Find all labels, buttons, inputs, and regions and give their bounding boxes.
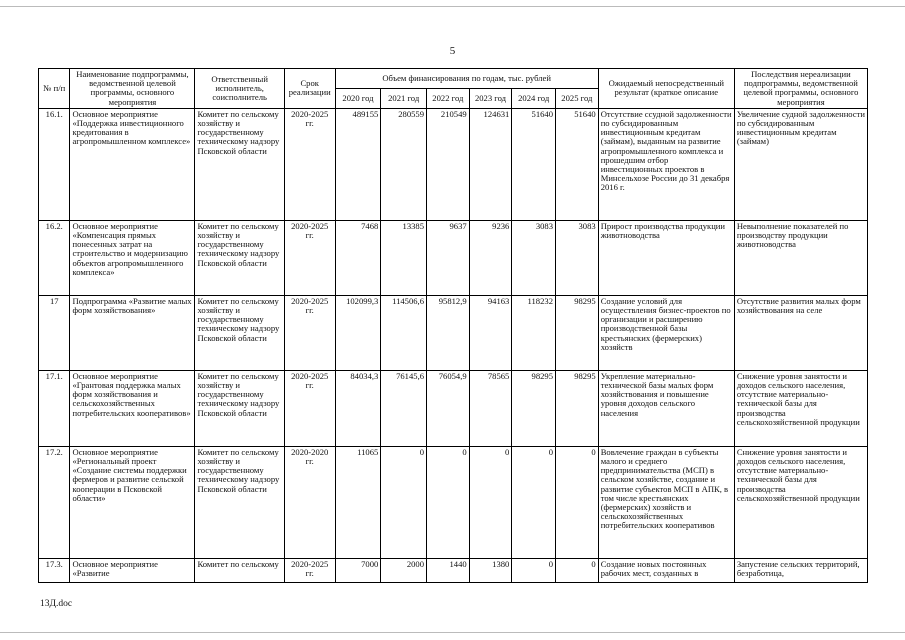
year-header: 2020 год xyxy=(335,88,381,108)
row-value-2021: 0 xyxy=(381,446,427,558)
row-term: 2020-2025 гг. xyxy=(284,558,335,582)
year-header: 2024 год xyxy=(512,88,556,108)
row-value-2023: 94163 xyxy=(469,295,512,370)
row-value-2022: 95812,9 xyxy=(427,295,470,370)
row-executor: Комитет по сельскому хозяйству и государственному техническому надзору Псковской области xyxy=(195,295,284,370)
row-term: 2020-2020 гг. xyxy=(284,446,335,558)
row-value-2020: 102099,3 xyxy=(335,295,381,370)
table-row xyxy=(39,220,868,295)
row-term: 2020-2025 гг. xyxy=(284,370,335,446)
row-value-2020: 7468 xyxy=(335,220,381,295)
row-result: Прирост производства продукции животноводства xyxy=(598,220,734,295)
row-value-2021: 13385 xyxy=(381,220,427,295)
col-header-result: Ожидаемый непосредственный результат (краткое описание xyxy=(598,69,734,109)
year-header: 2025 год xyxy=(556,88,599,108)
row-value-2021: 76145,6 xyxy=(381,370,427,446)
row-value-2022: 9637 xyxy=(427,220,470,295)
row-value-2023: 9236 xyxy=(469,220,512,295)
row-value-2024: 51640 xyxy=(512,108,556,220)
row-value-2020: 7000 xyxy=(335,558,381,582)
table-row xyxy=(39,558,868,582)
scan-edge-bottom xyxy=(0,632,905,633)
row-num: 17.1. xyxy=(39,370,70,446)
financing-table xyxy=(38,68,868,583)
row-consequences: Отсутствие развития малых форм хозяйствования на селе xyxy=(734,295,867,370)
row-value-2022: 76054,9 xyxy=(427,370,470,446)
row-value-2020: 489155 xyxy=(335,108,381,220)
row-value-2025: 98295 xyxy=(556,295,599,370)
row-value-2022: 1440 xyxy=(427,558,470,582)
row-value-2023: 0 xyxy=(469,446,512,558)
row-executor: Комитет по сельскому хозяйству и государственному техническому надзору Псковской области xyxy=(195,108,284,220)
table-row xyxy=(39,108,868,220)
col-header-name: Наименование подпрограммы, ведомственной целевой программы, основного мероприятия xyxy=(70,69,195,109)
row-num: 16.2. xyxy=(39,220,70,295)
row-num: 17.3. xyxy=(39,558,70,582)
table-row xyxy=(39,446,868,558)
row-result: Создание условий для осуществления бизнес-проектов по организации и расширению производственной базы крестьянских (фермерских) хозяйств xyxy=(598,295,734,370)
row-name: Основное мероприятие «Региональный проект «Создание системы поддержки фермеров и развитие сельской кооперации в Псковской области» xyxy=(70,446,195,558)
row-value-2022: 0 xyxy=(427,446,470,558)
page-number: 5 xyxy=(449,45,456,57)
row-result: Отсутствие ссудной задолженности по субсидированным инвестиционным кредитам (займам), выданным на развитие агропромышленного комплекса и прошедшим отбор инвестиционных проектов в Минсельхозе России до 31 декабря 2016 г. xyxy=(598,108,734,220)
row-result: Укрепление материально-технической базы малых форм хозяйствования и повышение уровня доходов сельского населения xyxy=(598,370,734,446)
row-num: 17 xyxy=(39,295,70,370)
col-header-consequences: Последствия нереализации подпрограммы, ведомственной целевой программы, основного мероприятия xyxy=(734,69,867,109)
row-term: 2020-2025 гг. xyxy=(284,295,335,370)
row-value-2021: 280559 xyxy=(381,108,427,220)
row-value-2020: 11065 xyxy=(335,446,381,558)
row-result: Создание новых постоянных рабочих мест, созданных в xyxy=(598,558,734,582)
row-name: Основное мероприятие «Компенсация прямых понесенных затрат на строительство и модернизацию объектов агропромышленного комплекса» xyxy=(70,220,195,295)
row-executor: Комитет по сельскому хозяйству и государственному техническому надзору Псковской области xyxy=(195,446,284,558)
row-value-2023: 1380 xyxy=(469,558,512,582)
row-consequences: Запустение сельских территорий, безработица, xyxy=(734,558,867,582)
header-row-1 xyxy=(39,69,868,89)
row-num: 16.1. xyxy=(39,108,70,220)
scan-edge-top xyxy=(0,6,905,7)
row-name: Подпрограмма «Развитие малых форм хозяйствования» xyxy=(70,295,195,370)
row-consequences: Увеличение судной задолженности по субсидированным инвестиционным кредитам (займам) xyxy=(734,108,867,220)
row-value-2021: 2000 xyxy=(381,558,427,582)
row-value-2025: 0 xyxy=(556,558,599,582)
row-value-2022: 210549 xyxy=(427,108,470,220)
row-value-2020: 84034,3 xyxy=(335,370,381,446)
row-result: Вовлечение граждан в субъекты малого и среднего предпринимательства (МСП) в сельском хозяйстве, создание и развитие субъектов МСП в АПК, в том числе крестьянских (фермерских) хозяйств и сельскохозяйственных потребительских кооперативов xyxy=(598,446,734,558)
row-value-2024: 3083 xyxy=(512,220,556,295)
row-name: Основное мероприятие «Грантовая поддержка малых форм хозяйствования и сельскохозяйственных потребительских кооперативов» xyxy=(70,370,195,446)
footer-filename: 13Д.doc xyxy=(40,599,73,609)
row-num: 17.2. xyxy=(39,446,70,558)
year-header: 2023 год xyxy=(469,88,512,108)
col-header-executor: Ответственный исполнитель, соисполнитель xyxy=(195,69,284,109)
row-value-2025: 3083 xyxy=(556,220,599,295)
row-value-2024: 0 xyxy=(512,558,556,582)
row-term: 2020-2025 гг. xyxy=(284,220,335,295)
row-value-2024: 118232 xyxy=(512,295,556,370)
row-value-2024: 98295 xyxy=(512,370,556,446)
table-row xyxy=(39,370,868,446)
row-consequences: Снижение уровня занятости и доходов сельского населения, отсутствие материально-технической базы для производства сельскохозяйственной продукции xyxy=(734,370,867,446)
row-value-2025: 0 xyxy=(556,446,599,558)
table-row xyxy=(39,295,868,370)
row-executor: Комитет по сельскому хозяйству и государственному техническому надзору Псковской области xyxy=(195,220,284,295)
row-consequences: Снижение уровня занятости и доходов сельского населения, отсутствие материально-технической базы для производства сельскохозяйственной продукции xyxy=(734,446,867,558)
year-header: 2022 год xyxy=(427,88,470,108)
row-value-2023: 124631 xyxy=(469,108,512,220)
row-value-2025: 98295 xyxy=(556,370,599,446)
year-header: 2021 год xyxy=(381,88,427,108)
col-header-financing: Объем финансирования по годам, тыс. рублей xyxy=(335,69,598,89)
row-value-2024: 0 xyxy=(512,446,556,558)
col-header-num: № п/п xyxy=(39,69,70,109)
row-name: Основное мероприятие «Развитие xyxy=(70,558,195,582)
row-consequences: Невыполнение показателей по производству продукции животноводства xyxy=(734,220,867,295)
row-executor: Комитет по сельскому хозяйству и государственному техническому надзору Псковской области xyxy=(195,370,284,446)
row-executor: Комитет по сельскому xyxy=(195,558,284,582)
row-value-2025: 51640 xyxy=(556,108,599,220)
col-header-term: Срок реализации xyxy=(284,69,335,109)
row-value-2021: 114506,6 xyxy=(381,295,427,370)
row-term: 2020-2025 гг. xyxy=(284,108,335,220)
row-value-2023: 78565 xyxy=(469,370,512,446)
row-name: Основное мероприятие «Поддержка инвестиционного кредитования в агропромышленном комплексе» xyxy=(70,108,195,220)
